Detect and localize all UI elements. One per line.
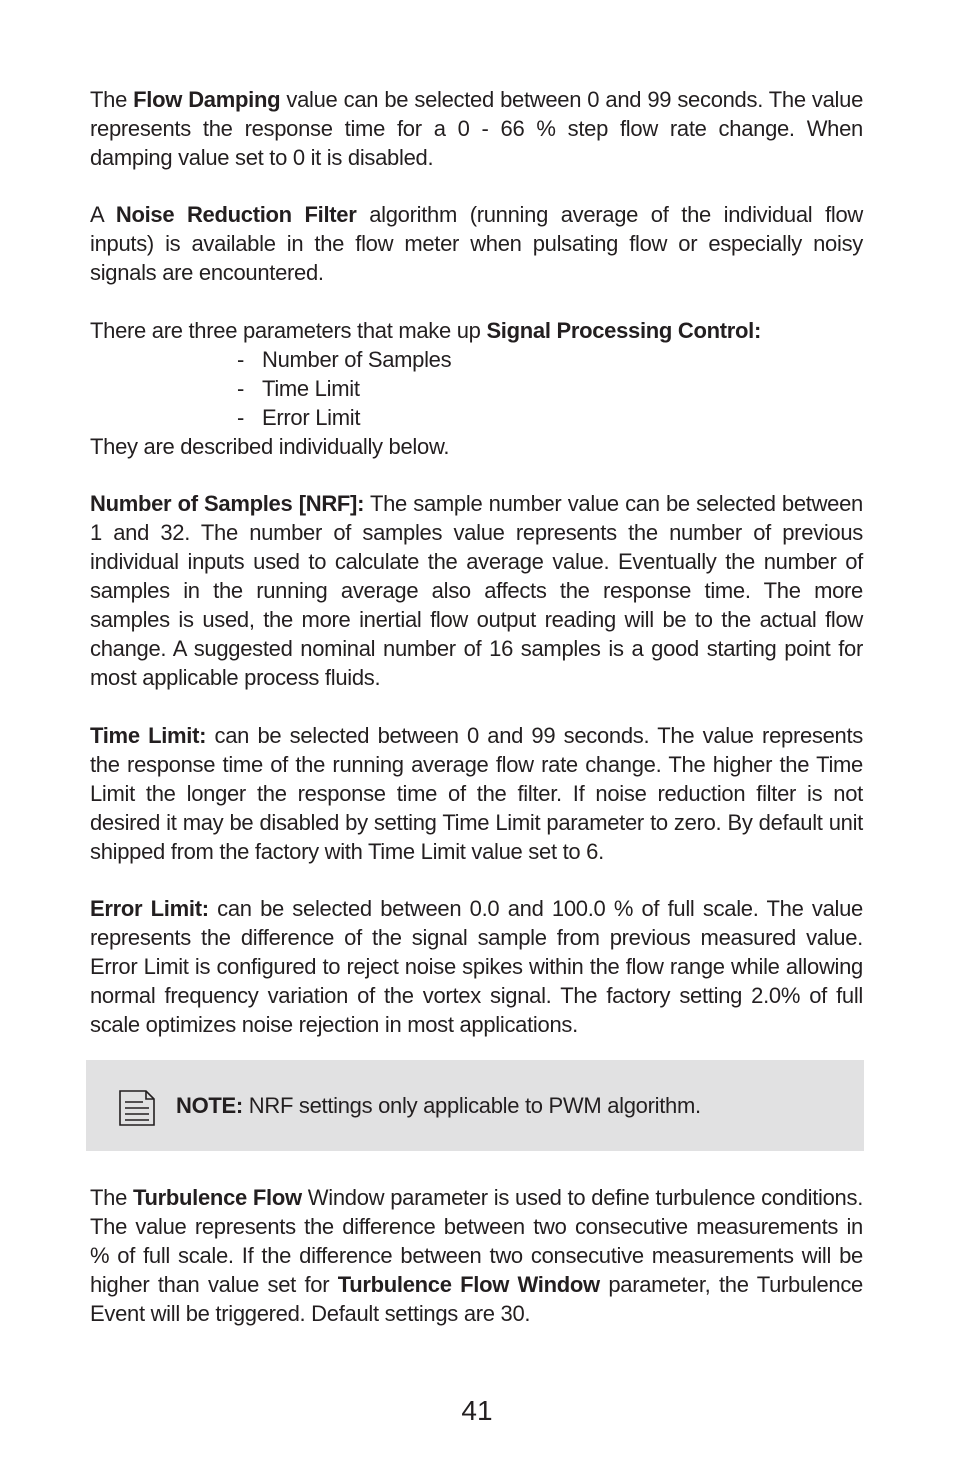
list-dash: - <box>237 347 245 372</box>
note-text <box>176 1091 701 1120</box>
list-item <box>90 374 863 403</box>
signal-processing-term: Signal Processing Control: <box>486 318 762 343</box>
p4-post: The sample number value can be selected between 1 and 32. The number of samples value represents the number of previous individual inputs used to calculate the average value. Eventually the number of samples in the running average also affects the response time. The more samples is used, the more inertial flow output reading will be to the actual flow change. A suggested nominal number of 16 samples is a good starting point for most applicable process fluids. <box>90 491 863 690</box>
error-limit-term: Error Limit: <box>90 896 209 921</box>
number-of-samples-paragraph <box>90 489 863 692</box>
p3-after: They are described individually below. <box>90 434 450 459</box>
page-number: 41 <box>461 1395 493 1426</box>
note-body: NRF settings only applicable to PWM algorithm. <box>242 1093 701 1118</box>
list-item <box>90 345 863 374</box>
list-item-label: Time Limit <box>262 376 360 401</box>
turbulence-flow-term: Turbulence Flow <box>133 1185 302 1210</box>
p6-post: can be selected between 0.0 and 100.0 % of full scale. The value represents the difference of the signal sample from previous measured value. Error Limit is configured to reject noise spikes within the flow range while allowing normal frequency variation of the vortex signal. The factory setting 2.0% of full scale optimizes noise rejection in most applications. <box>90 896 863 1037</box>
note-icon <box>117 1088 157 1128</box>
noise-reduction-term: Noise Reduction Filter <box>115 202 357 227</box>
signal-processing-paragraph <box>90 316 863 461</box>
flow-damping-term: Flow Damping <box>133 87 281 112</box>
flow-damping-paragraph <box>90 85 863 172</box>
p7-post: parameter, the Turbulence Event will be triggered. Default settings are 30. <box>90 1272 863 1326</box>
list-dash: - <box>237 376 245 401</box>
note-box <box>86 1060 864 1151</box>
p1-pre: The <box>90 87 134 112</box>
time-limit-paragraph <box>90 721 863 866</box>
parameter-list <box>90 345 863 432</box>
note-label: NOTE: <box>176 1093 243 1118</box>
list-item-label: Number of Samples <box>262 347 452 372</box>
p7-mid: Window parameter is used to define turbulence conditions. The value represents the difference between two consecutive measurements in % of full scale. If the difference between two consecutive measurements will be higher than value set for <box>90 1185 864 1297</box>
p3-pre: There are three parameters that make up <box>90 318 487 343</box>
p2-pre: A <box>90 202 116 227</box>
list-item <box>90 403 863 432</box>
p1-post: value can be selected between 0 and 99 seconds. The value represents the response time for a 0 - 66 % step flow rate change. When damping value set to 0 it is disabled. <box>90 87 864 170</box>
turbulence-flow-window-term: Turbulence Flow Window <box>337 1272 600 1297</box>
error-limit-paragraph <box>90 894 863 1039</box>
p7-pre: The <box>90 1185 133 1210</box>
noise-reduction-paragraph <box>90 200 863 287</box>
number-of-samples-term: Number of Samples [NRF]: <box>90 491 365 516</box>
time-limit-term: Time Limit: <box>90 723 207 748</box>
p5-post: can be selected between 0 and 99 seconds. The value represents the response time of the running average flow rate change. The higher the Time Limit the longer the response time of the filter. If noise reduction filter is not desired it may be disabled by setting Time Limit parameter to zero. By default unit shipped from the factory with Time Limit value set to 6. <box>90 723 863 864</box>
list-item-label: Error Limit <box>262 405 361 430</box>
p2-post: algorithm (running average of the individual flow inputs) is available in the flow meter when pulsating flow or especially noisy signals are encountered. <box>90 202 863 285</box>
list-dash: - <box>237 405 245 430</box>
turbulence-flow-paragraph <box>90 1183 863 1328</box>
